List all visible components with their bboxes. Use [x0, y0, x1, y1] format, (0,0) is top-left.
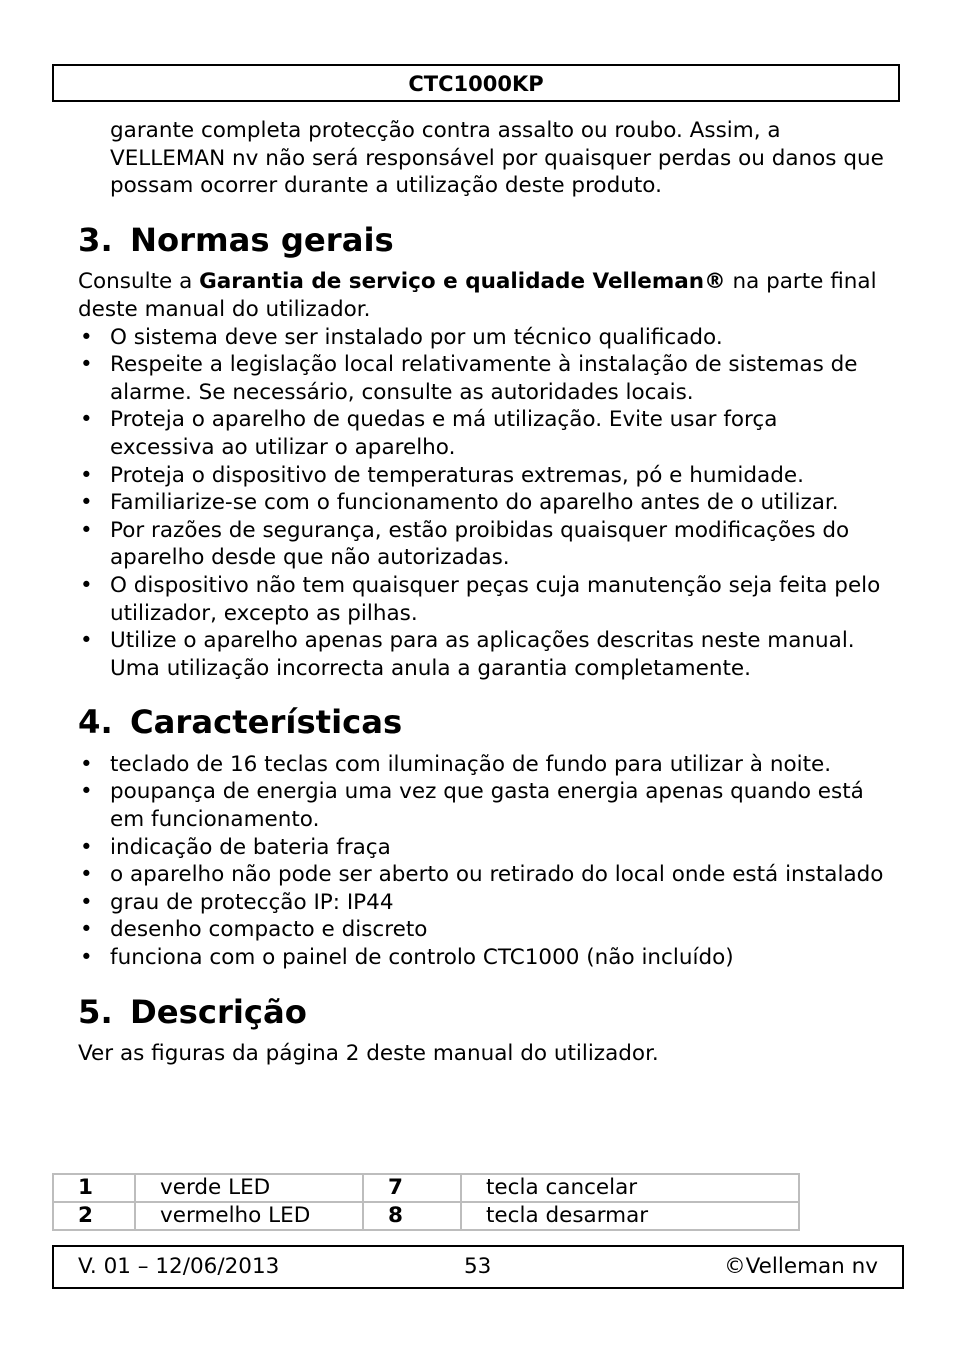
intro-paragraph: garante completa protecção contra assalto ou roubo. Assim, a VELLEMAN nv não será responsável por quaisquer perdas ou danos que possam ocorrer durante a utilização deste produto.	[110, 118, 884, 199]
list-item: • Proteja o aparelho de quedas e má utilização. Evite usar força excessiva ao utilizar o aparelho.	[78, 406, 888, 461]
part-number-cell: 7	[363, 1174, 461, 1202]
section-5-title: Descrição	[130, 992, 307, 1031]
footer-page-number: 53	[464, 1254, 492, 1279]
list-item: • o aparelho não pode ser aberto ou retirado do local onde está instalado	[78, 861, 888, 889]
document-header	[52, 64, 900, 102]
section-5-heading	[78, 992, 888, 1031]
list-item: • Familiarize-se com o funcionamento do aparelho antes de o utilizar.	[78, 489, 888, 517]
section-4-number: 4.	[78, 703, 113, 742]
list-item: • Utilize o aparelho apenas para as aplicações descritas neste manual. Uma utilização incorrecta anula a garantia completamente.	[78, 627, 888, 682]
list-item: • Proteja o dispositivo de temperaturas extremas, pó e humidade.	[78, 462, 888, 490]
section-3-title: Normas gerais	[130, 220, 394, 259]
table-row	[53, 1202, 799, 1230]
section-5-number: 5.	[78, 992, 113, 1031]
part-label-cell: tecla cancelar	[461, 1174, 799, 1202]
list-item: • Por razões de segurança, estão proibidas quaisquer modificações do aparelho desde que não autorizadas.	[78, 517, 888, 572]
list-item: • funciona com o painel de controlo CTC1000 (não incluído)	[78, 944, 888, 972]
list-item: • indicação de bateria fraça	[78, 834, 888, 862]
section-5-lead: Ver as figuras da página 2 deste manual do utilizador.	[78, 1041, 659, 1067]
section-4-list	[78, 751, 888, 972]
section-4-heading	[78, 703, 888, 742]
section-3-number: 3.	[78, 220, 113, 259]
part-number-cell: 1	[53, 1174, 135, 1202]
section-3-list	[78, 324, 888, 683]
list-item: • poupança de energia uma vez que gasta energia apenas quando está em funcionamento.	[78, 778, 888, 833]
parts-table	[52, 1173, 800, 1231]
part-number-cell: 2	[53, 1202, 135, 1230]
part-label-cell: vermelho LED	[135, 1202, 363, 1230]
section-4-title: Características	[130, 703, 403, 742]
footer-version: V. 01 – 12/06/2013	[78, 1254, 280, 1279]
list-item: • Respeite a legislação local relativamente à instalação de sistemas de alarme. Se necessário, consulte as autoridades locais.	[78, 351, 888, 406]
list-item: • O sistema deve ser instalado por um técnico qualificado.	[78, 324, 888, 352]
part-label-cell: verde LED	[135, 1174, 363, 1202]
section-3-lead: Consulte a Garantia de serviço e qualidade Velleman® na parte final deste manual do utilizador.	[78, 269, 877, 322]
list-item: • desenho compacto e discreto	[78, 916, 888, 944]
section-3-heading	[78, 220, 888, 259]
list-item: • grau de protecção IP: IP44	[78, 889, 888, 917]
footer-copyright: ©Velleman nv	[724, 1254, 878, 1279]
page-content	[78, 117, 888, 1068]
table-row	[53, 1174, 799, 1202]
header-title: CTC1000KP	[408, 72, 544, 96]
warranty-reference: Garantia de serviço e qualidade Velleman®	[199, 269, 726, 295]
list-item: • O dispositivo não tem quaisquer peças cuja manutenção seja feita pelo utilizador, excepto as pilhas.	[78, 572, 888, 627]
list-item: • teclado de 16 teclas com iluminação de fundo para utilizar à noite.	[78, 751, 888, 779]
part-label-cell: tecla desarmar	[461, 1202, 799, 1230]
document-footer	[52, 1245, 904, 1289]
part-number-cell: 8	[363, 1202, 461, 1230]
